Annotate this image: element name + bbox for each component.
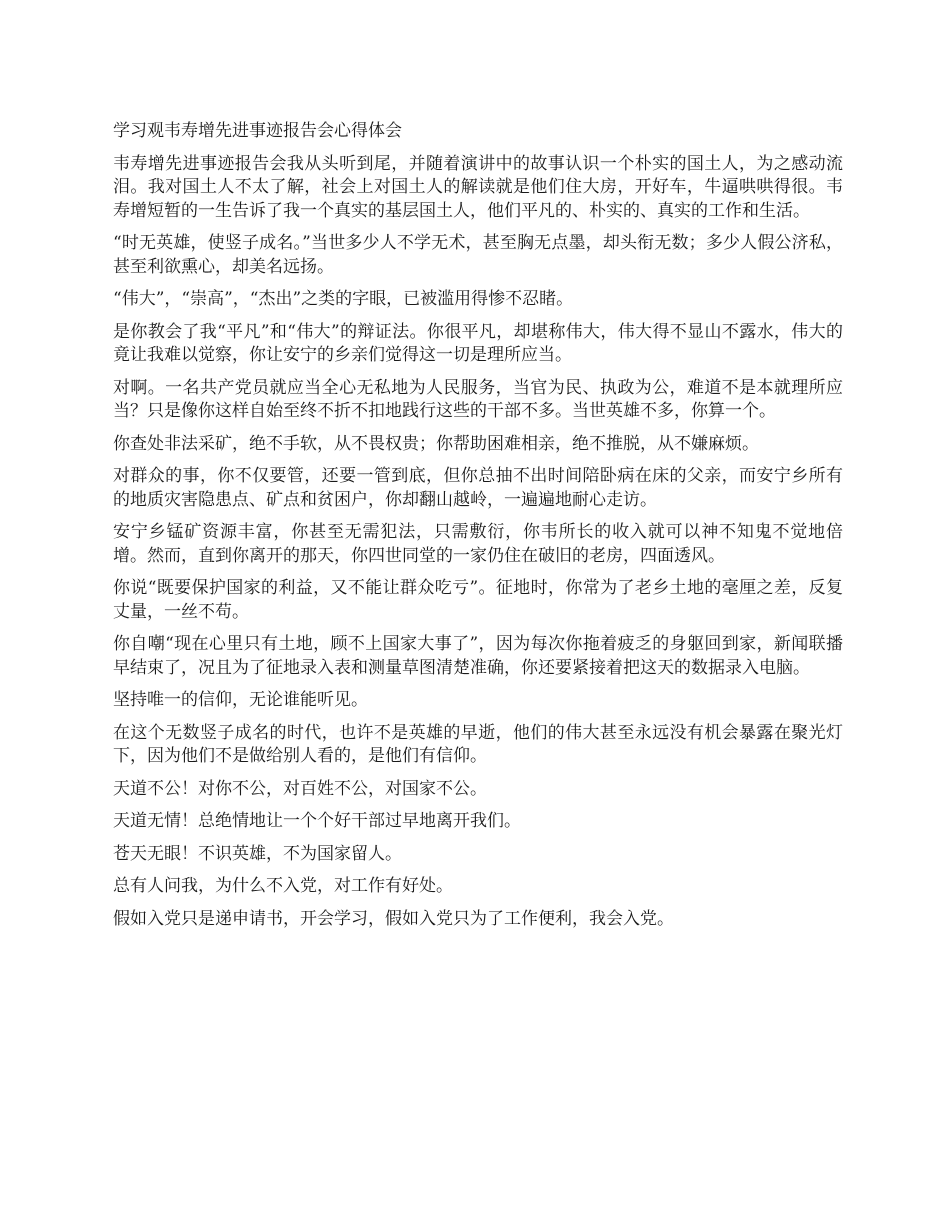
paragraph: 对群众的事，你不仅要管，还要一管到底，但你总抽不出时间陪卧病在床的父亲，而安宁乡所有的地质灾害隐患点、矿点和贫困户，你却翻山越岭，一遍遍地耐心走访。: [113, 466, 843, 510]
document-title: 学习观韦寿增先进事迹报告会心得体会: [113, 121, 402, 141]
paragraph: 天道不公！对你不公，对百姓不公，对国家不公。: [113, 778, 487, 799]
paragraph: “时无英雄，使竖子成名。”当世多少人不学无术，甚至胸无点墨，却头衔无数；多少人假公济私，甚至利欲熏心，却美名远扬。: [113, 233, 843, 277]
paragraph: 你查处非法采矿，绝不手软，从不畏权贵；你帮助困难相亲，绝不推脱，从不嫌麻烦。: [113, 433, 759, 454]
paragraph: 坚持唯一的信仰，无论谁能听见。: [113, 690, 368, 710]
paragraph: 对啊。一名共产党员就应当全心无私地为人民服务，当官为民、执政为公，难道不是本就理所应当？只是像你这样自始至终不折不扣地践行这些的干部不多。当世英雄不多，你算一个。: [113, 377, 843, 421]
paragraph: 是你教会了我“平凡”和“伟大”的辩证法。你很平凡，却堪称伟大，伟大得不显山不露水，伟大的竟让我难以觉察，你让安宁的乡亲们觉得这一切是理所应当。: [113, 321, 843, 365]
paragraph: 总有人问我，为什么不入党，对工作有好处。: [113, 876, 453, 896]
paragraph: 假如入党只是递申请书，开会学习，假如入党只为了工作便利，我会入党。: [113, 908, 674, 929]
paragraph: 天道无情！总绝情地让一个个好干部过早地离开我们。: [113, 811, 521, 831]
paragraph: 你说“既要保护国家的利益，又不能让群众吃亏”。征地时，你常为了老乡土地的毫厘之差，反复丈量，一丝不苟。: [113, 578, 843, 622]
paragraph: 在这个无数竖子成名的时代，也许不是英雄的早逝，他们的伟大甚至永远没有机会暴露在聚光灯下，因为他们不是做给别人看的，是他们有信仰。: [113, 722, 843, 766]
document-page: [113, 120, 843, 940]
paragraph: 安宁乡锰矿资源丰富，你甚至无需犯法，只需敷衍，你韦所长的收入就可以神不知鬼不觉地倍增。然而，直到你离开的那天，你四世同堂的一家仍住在破旧的老房，四面透风。: [113, 522, 843, 566]
paragraph: 苍天无眼！不识英雄，不为国家留人。: [113, 843, 402, 864]
paragraph: 你自嘲“现在心里只有土地，顾不上国家大事了”，因为每次你拖着疲乏的身躯回到家，新闻联播早结束了，况且为了征地录入表和测量草图清楚准确，你还要紧接着把这天的数据录入电脑。: [113, 634, 843, 678]
paragraph: “伟大”，“崇高”，“杰出”之类的字眼，已被滥用得惨不忍睹。: [113, 289, 574, 309]
paragraph: 韦寿增先进事迹报告会我从头听到尾，并随着演讲中的故事认识一个朴实的国土人，为之感动流泪。我对国土人不太了解，社会上对国土人的解读就是他们住大房，开好车，牛逼哄哄得很。韦寿增短暂的一生告诉了我一个真实的基层国土人，他们平凡的、朴实的、真实的工作和生活。: [113, 153, 843, 221]
